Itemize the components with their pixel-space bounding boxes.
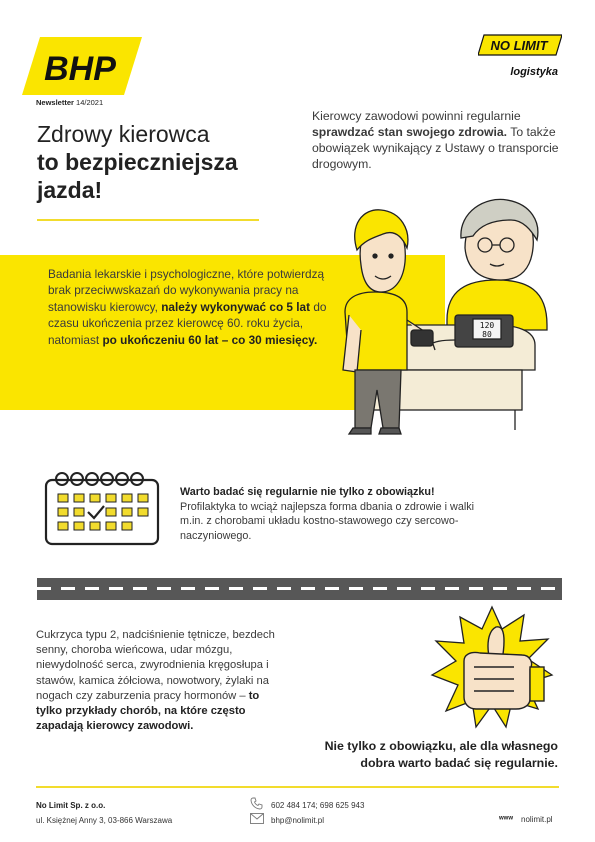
nolimit-logo-subtext: logistyka (510, 66, 558, 78)
www-icon (498, 812, 514, 822)
medical-exam-illustration (335, 190, 565, 440)
diseases-emphasis: to tylko przykłady chorób, na które często zapadają kierowcy zawodowi. (36, 689, 260, 733)
doctor-figure (447, 199, 547, 330)
closing-line-2: dobra warto badać się regularnie. (360, 755, 558, 770)
checkup-body: Profilaktyka to wciąż najlepsza forma dbania o zdrowie i walki m.in. z chorobami układu kostno-stawowego czy sercowo-naczyniowego. (180, 500, 475, 542)
newsletter-issue (36, 98, 103, 107)
exam-text: Badania lekarskie i psychologiczne, które potwierdzą brak przeciwwskazań do wykonywania pracy na stanowisku kierowcy, (48, 267, 325, 314)
website-link[interactable]: nolimit.pl (521, 815, 553, 824)
bhp-logo-text: BHP (44, 50, 116, 88)
intro-paragraph (312, 108, 562, 172)
title-underline (37, 219, 259, 221)
title-line-3: jazda! (37, 177, 103, 203)
closing-line-1: Nie tylko z obowiązku, ale dla własnego (324, 739, 558, 753)
thumbs-up-illustration (430, 605, 555, 730)
intro-text-continued: To także obowiązek wynikający z Ustawy o transporcie drogowym. (312, 125, 559, 171)
closing-statement (280, 738, 558, 771)
nolimit-logo (478, 33, 562, 85)
diseases-paragraph (36, 628, 286, 734)
footer-divider (36, 786, 559, 788)
intro-emphasis: sprawdzać stan swojego zdrowia. (312, 125, 508, 139)
nolimit-logo-text: NO LIMIT (490, 38, 548, 53)
calendar-icon (44, 470, 160, 546)
checkup-section (180, 485, 480, 543)
exam-text-continued: do czasu ukończenia przez kierowcę 60. roku życia, natomiast (48, 299, 327, 347)
page-title (37, 120, 267, 204)
diseases-list: Cukrzyca typu 2, nadciśnienie tętnicze, bezdech senny, choroba wieńcowa, udar mózgu, niewydolność serca, zwyrodnienia kręgosłupa i stawów, kamica żółciowa, nowotwory, żylaki na nogach czy zaburzenia pracy hormonów – (36, 629, 275, 702)
newsletter-number: 14/2021 (76, 98, 104, 107)
exam-emphasis-5-years: należy wykonywać co 5 lat (161, 299, 311, 314)
title-line-2: to bezpieczniejsza (37, 149, 238, 175)
exam-emphasis-30-months: po ukończeniu 60 lat – co 30 miesięcy. (102, 332, 318, 347)
checkup-heading: Warto badać się regularnie nie tylko z obowiązku! (180, 486, 435, 498)
bhp-logo (22, 37, 142, 95)
monitor-diastolic: 80 (482, 330, 492, 339)
title-line-1: Zdrowy kierowca (37, 121, 210, 147)
company-name: No Limit Sp. z o.o. (36, 801, 106, 810)
newsletter-label: Newsletter (36, 98, 74, 107)
email-link[interactable]: bhp@nolimit.pl (271, 816, 325, 825)
intro-text: Kierowcy zawodowi powinni regularnie (312, 109, 521, 123)
phone-numbers[interactable]: 602 484 174; 698 625 943 (271, 801, 365, 810)
www-label: www (498, 815, 514, 822)
monitor-systolic: 120 (479, 321, 495, 330)
mail-icon (250, 813, 264, 824)
company-address: ul. Księżnej Anny 3, 03-866 Warszawa (36, 816, 173, 825)
phone-icon (250, 797, 263, 810)
road-dashes (37, 587, 562, 590)
exam-frequency-paragraph (48, 266, 348, 348)
